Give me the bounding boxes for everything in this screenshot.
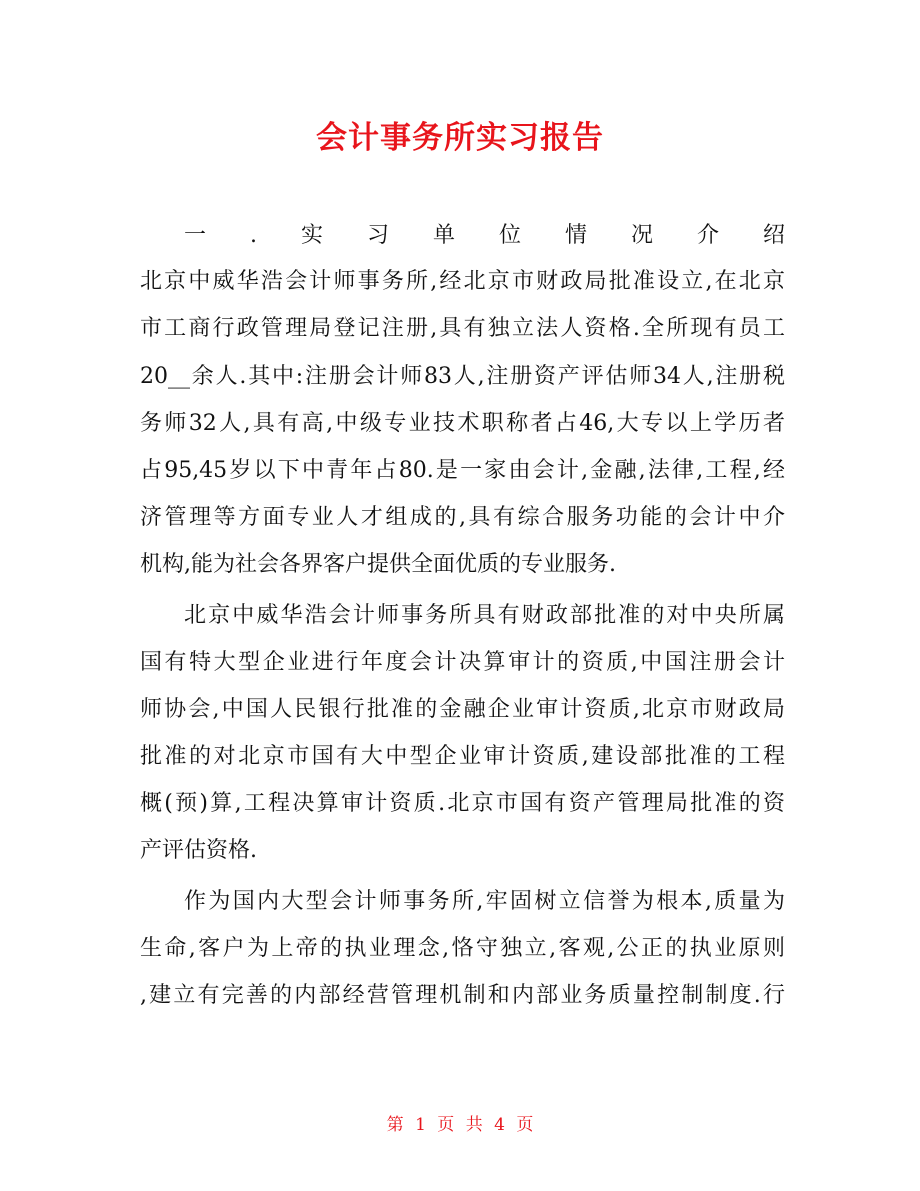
- paragraph-line: ,建立有完善的内部经营管理机制和内部业务质量控制制度.行: [140, 983, 785, 1008]
- paragraph-line: 概(预)算,工程决算审计资质.北京市国有资产管理局批准的资: [140, 791, 785, 816]
- document-title: 会计事务所实习报告: [316, 120, 604, 156]
- page-number-footer: 第 1 页 共 4 页: [386, 1115, 534, 1135]
- paragraph-line: 济管理等方面专业人才组成的,具有综合服务功能的会计中介: [140, 505, 785, 530]
- paragraph-line: 北京中威华浩会计师事务所具有财政部批准的对中央所属: [184, 603, 785, 628]
- paragraph-line: 机构,能为社会各界客户提供全面优质的专业服务.: [140, 552, 616, 577]
- paragraph-line: 务师32人,具有高,中级专业技术职称者占46,大专以上学历者: [140, 411, 785, 436]
- paragraph-line: 占95,45岁以下中青年占80.是一家由会计,金融,法律,工程,经: [140, 458, 785, 483]
- paragraph-line: 批准的对北京市国有大中型企业审计资质,建设部批准的工程: [140, 744, 785, 769]
- paragraph-line: 国有特大型企业进行年度会计决算审计的资质,中国注册会计: [140, 650, 785, 675]
- paragraph-line: 市工商行政管理局登记注册,具有独立法人资格.全所现有员工: [140, 316, 785, 341]
- paragraph-line: 北京中威华浩会计师事务所,经北京市财政局批准设立,在北京: [140, 269, 785, 294]
- section-heading: 一.实习单位情况介绍: [184, 223, 785, 248]
- paragraph-line: 产评估资格.: [140, 838, 257, 863]
- paragraph-line: 作为国内大型会计师事务所,牢固树立信誉为根本,质量为: [184, 889, 785, 914]
- paragraph-line: 生命,客户为上帝的执业理念,恪守独立,客观,公正的执业原则: [140, 936, 785, 961]
- paragraph-line: 师协会,中国人民银行批准的金融企业审计资质,北京市财政局: [140, 697, 785, 722]
- paragraph-line: 20__余人.其中:注册会计师83人,注册资产评估师34人,注册税: [140, 364, 785, 389]
